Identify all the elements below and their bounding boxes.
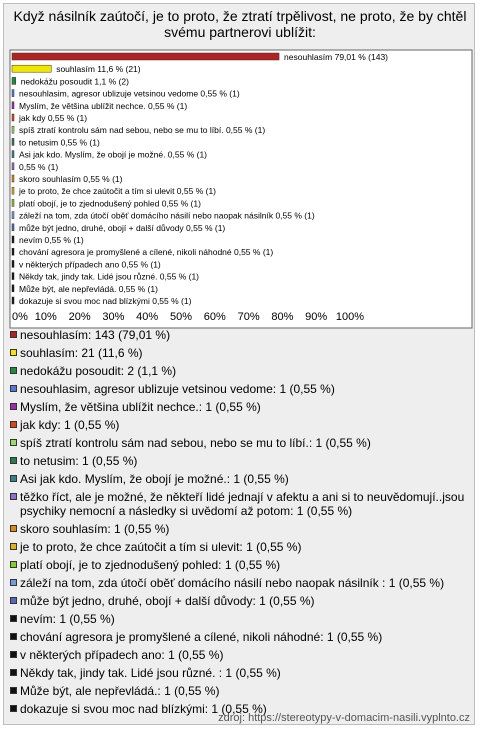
legend-swatch (10, 651, 17, 658)
bar (12, 114, 14, 121)
legend-label: to netusim: 1 (0,55 %) (20, 454, 138, 468)
bar-data-label: je to proto, že chce zaútočit a tím si ulevit 0,55 % (1) (19, 186, 217, 197)
legend-label: platí obojí, je to zjednodušený pohled: 1 (0,55 %) (20, 558, 281, 572)
x-tick-label: 20% (68, 311, 91, 323)
legend-item (10, 400, 472, 414)
legend-swatch (10, 457, 17, 464)
bar (12, 77, 16, 84)
legend-item (10, 436, 472, 450)
legend-swatch (10, 331, 17, 338)
legend-swatch (10, 705, 17, 712)
bar-chart (0, 0, 480, 330)
legend-item (10, 346, 472, 360)
legend-label: nevím: 1 (0,55 %) (20, 612, 115, 626)
legend-item (10, 382, 472, 396)
legend-label: Myslím, že většina ublížit nechce.: 1 (0,55 %) (20, 400, 261, 414)
bar-data-label: platí obojí, je to zjednodušený pohled 0,55 % (1) (19, 198, 201, 209)
legend-item (10, 364, 472, 378)
bar-data-label: záleží na tom, zda útočí oběť domácího násilí nebo naopak násilník 0,55 % (1) (19, 210, 315, 221)
legend-swatch (10, 543, 17, 550)
x-tick-label: 30% (102, 311, 125, 323)
legend-label: Může být, ale nepřevládá.: 1 (0,55 %) (20, 684, 220, 698)
legend-item (10, 454, 472, 468)
bar (12, 102, 14, 109)
legend-item (10, 576, 472, 590)
legend-label: Někdy tak, jindy tak. Lidé jsou různé. : 1 (0,55 %) (20, 666, 281, 680)
x-tick-label: 70% (237, 311, 260, 323)
x-tick-label: 10% (34, 311, 57, 323)
bar (12, 224, 14, 231)
legend-label: může být jedno, druhé, obojí + další důvody: 1 (0,55 %) (20, 594, 315, 608)
legend-label: je to proto, že chce zaútočit a tím si ulevit: 1 (0,55 %) (20, 540, 302, 554)
source-note: zdroj: https://stereotypy-v-domacim-nasili.vyplnto.cz (218, 712, 470, 724)
bar (12, 53, 279, 60)
bar (12, 297, 14, 304)
bar (12, 175, 14, 182)
bar-data-label: v některých případech ano 0,55 % (1) (19, 259, 161, 270)
legend-item (10, 630, 472, 644)
bar (12, 285, 14, 292)
bar (12, 260, 14, 267)
legend-swatch (10, 669, 17, 676)
bar-data-label: dokazuje si svou moc nad blízkými 0,55 % (1) (19, 296, 192, 306)
x-tick-label: 100% (335, 311, 365, 323)
chart-legend (10, 328, 472, 720)
legend-label: spíš ztratí kontrolu sám nad sebou, nebo se mu to líbí.: 1 (0,55 %) (20, 436, 371, 450)
legend-swatch (10, 615, 17, 622)
legend-swatch (10, 633, 17, 640)
bar (12, 248, 14, 255)
legend-swatch (10, 349, 17, 356)
legend-item (10, 490, 472, 518)
chart-title: Když násilník zaútočí, je to proto, že ztratí trpělivost, ne proto, že by chtěl svému partnerovi ublížit: (13, 8, 467, 40)
legend-swatch (10, 421, 17, 428)
bar-data-label: nevím 0,55 % (1) (19, 235, 84, 245)
bar (12, 126, 14, 133)
bar-data-label: Někdy tak, jindy tak. Lidé jsou různé. 0,55 % (1) (19, 271, 200, 282)
legend-item (10, 540, 472, 554)
legend-item (10, 558, 472, 572)
legend-swatch (10, 403, 17, 410)
legend-swatch (10, 687, 17, 694)
bar-data-label: Myslím, že většina ublížit nechce. 0,55 % (1) (19, 100, 188, 111)
bar (12, 273, 14, 280)
legend-swatch (10, 475, 17, 482)
legend-swatch (10, 439, 17, 446)
legend-label: skoro souhlasím: 1 (0,55 %) (20, 522, 170, 536)
x-tick-label: 40% (136, 311, 159, 323)
bar (12, 199, 14, 206)
legend-swatch (10, 579, 17, 586)
bar (12, 65, 51, 72)
legend-swatch (10, 561, 17, 568)
legend-label: souhlasím: 21 (11,6 %) (20, 346, 143, 360)
legend-item (10, 684, 472, 698)
legend-item (10, 522, 472, 536)
legend-label: nesouhlasim, agresor ublizuje vetsinou vedome: 1 (0,55 %) (20, 382, 335, 396)
x-tick-label: 0% (12, 311, 28, 323)
bar-data-label: Může být, ale nepřevládá. 0,55 % (1) (19, 283, 158, 294)
legend-label: těžko říct, ale je možné, že někteří lidé jednají v afektu a ani si to neuvědomují..jsou psychiky nemocní a následky si uvědomí až potom: 1 (0,55 %) (20, 490, 465, 518)
bar (12, 236, 14, 243)
legend-item (10, 648, 472, 662)
legend-swatch (10, 597, 17, 604)
legend-label: chování agresora je promyšlené a cílené, nikoli náhodné: 1 (0,55 %) (20, 630, 383, 644)
legend-swatch (10, 493, 17, 500)
bar (12, 187, 14, 194)
bar (12, 163, 14, 170)
bar-data-label: nesouhlasim, agresor ublizuje vetsinou vedome 0,55 % (1) (19, 88, 240, 99)
bar (12, 90, 14, 97)
legend-label: nedokážu posoudit: 2 (1,1 %) (20, 364, 177, 378)
legend-label: Asi jak kdo. Myslím, že obojí je možné.: 1 (0,55 %) (20, 472, 289, 486)
bar-data-label: skoro souhlasím 0,55 % (1) (19, 174, 123, 184)
legend-item (10, 612, 472, 626)
legend-label: záleží na tom, zda útočí oběť domácího násilí nebo naopak násilník : 1 (0,55 %) (20, 576, 445, 590)
legend-label: dokazuje si svou moc nad blízkými: 1 (0,55 %) (20, 702, 267, 716)
legend-item (10, 328, 472, 342)
bar (12, 151, 14, 158)
legend-swatch (10, 385, 17, 392)
bar-data-label: nesouhlasím 79,01 % (143) (284, 52, 389, 62)
bar-data-label: to netusim 0,55 % (1) (19, 137, 100, 148)
x-tick-label: 60% (203, 311, 226, 323)
legend-label: v některých případech ano: 1 (0,55 %) (20, 648, 224, 662)
x-tick-label: 80% (271, 311, 294, 323)
legend-swatch (10, 525, 17, 532)
legend-swatch (10, 367, 17, 374)
bar-data-label: chování agresora je promyšlené a cílené, nikoli náhodné 0,55 % (1) (19, 247, 274, 258)
bar-data-label: Asi jak kdo. Myslím, že obojí je možné. 0,55 % (1) (19, 149, 208, 160)
bar (12, 212, 14, 219)
bar-data-label: nedokážu posoudit 1,1 % (2) (20, 76, 129, 87)
bar-data-label: spíš ztratí kontrolu sám nad sebou, nebo se mu to líbí. 0,55 % (1) (19, 125, 266, 136)
x-tick-label: 50% (169, 311, 193, 323)
bar-data-label: 0,55 % (1) (19, 161, 59, 172)
bar-data-label: souhlasím 11,6 % (21) (56, 64, 141, 75)
bar (12, 138, 14, 145)
bar-data-label: jak kdy 0,55 % (1) (19, 113, 88, 123)
legend-item (10, 666, 472, 680)
bar-data-label: může být jedno, druhé, obojí + další důvody 0,55 % (1) (19, 222, 226, 233)
legend-label: jak kdy: 1 (0,55 %) (20, 418, 120, 432)
legend-label: nesouhlasím: 143 (79,01 %) (20, 328, 171, 342)
legend-item (10, 472, 472, 486)
legend-item (10, 594, 472, 608)
legend-item (10, 418, 472, 432)
x-tick-label: 90% (305, 311, 328, 323)
